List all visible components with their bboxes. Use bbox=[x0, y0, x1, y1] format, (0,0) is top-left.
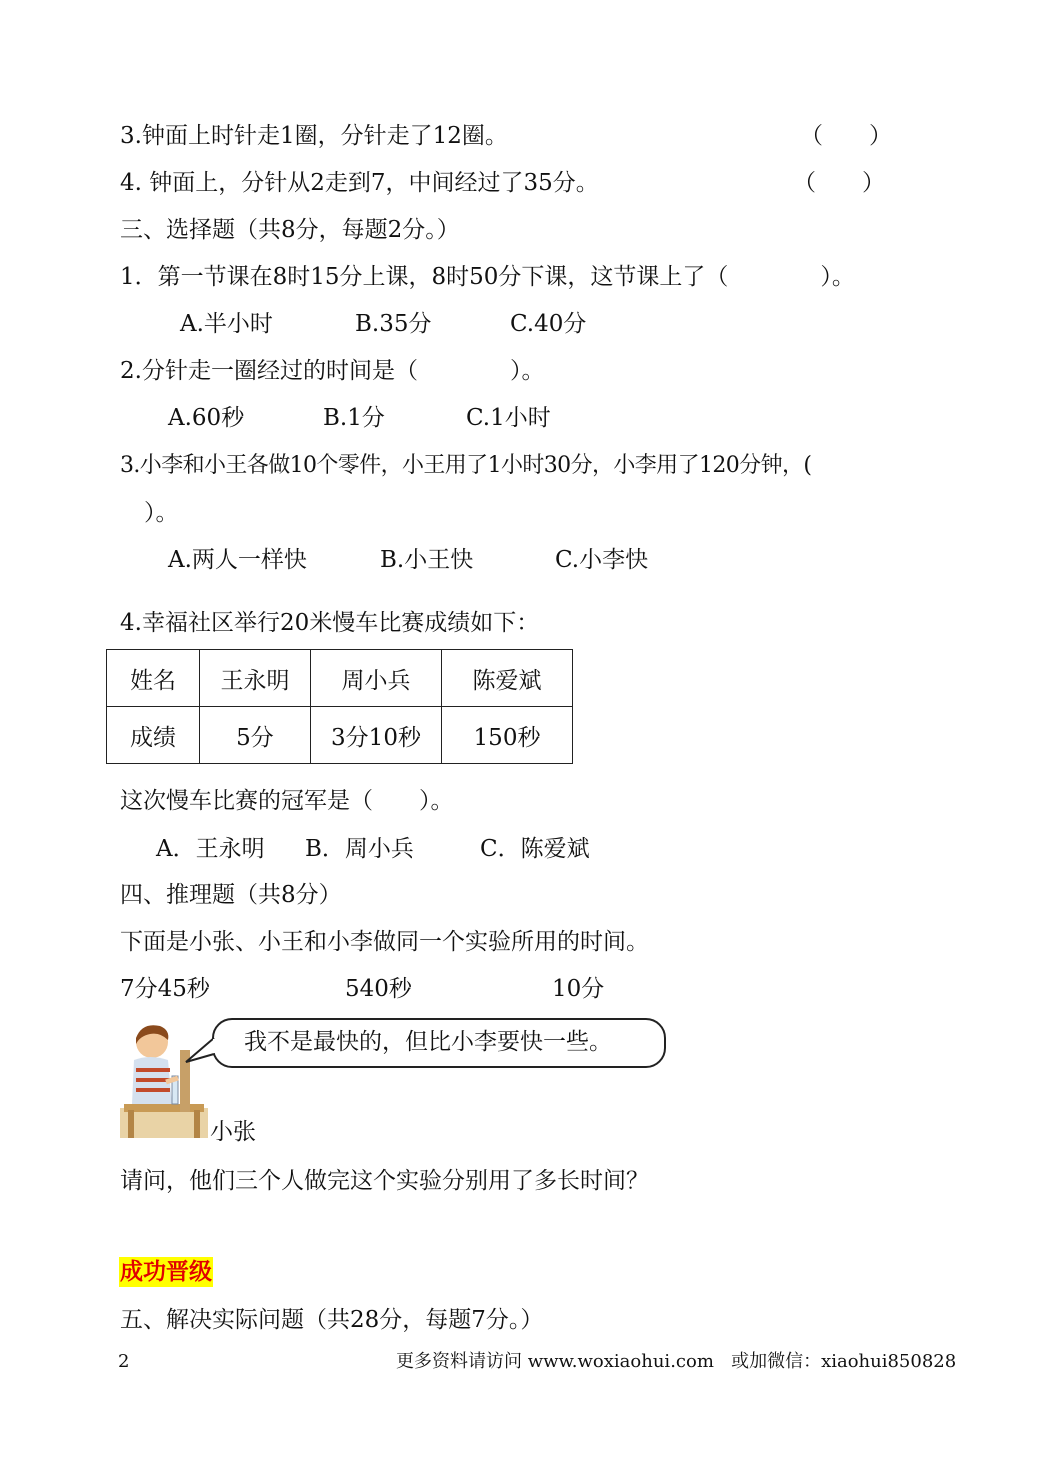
section-tag-highlight: 成功晋级 bbox=[120, 1259, 212, 1285]
time-value-3: 10分 bbox=[552, 976, 605, 1002]
choice-4-option-b: B．周小兵 bbox=[305, 836, 414, 862]
choice-question-2: 2.分针走一圈经过的时间是（ ）。 bbox=[120, 358, 545, 384]
race-results-table bbox=[106, 649, 573, 764]
judge-question-3: 3.钟面上时针走1圈，分针走了12圈。 bbox=[120, 123, 508, 149]
table-row bbox=[107, 650, 573, 707]
choice-question-1: 1．第一节课在8时15分上课，8时50分下课，这节课上了（ ）。 bbox=[120, 264, 855, 290]
choice-1-option-a: A.半小时 bbox=[180, 311, 273, 337]
choice-3-option-c: C.小李快 bbox=[555, 547, 649, 573]
time-value-2: 540秒 bbox=[345, 976, 412, 1002]
choice-4-option-a: A．王永明 bbox=[156, 836, 265, 862]
practical-section-heading: 五、解决实际问题（共28分，每题7分。） bbox=[120, 1307, 544, 1333]
choice-3-option-b: B.小王快 bbox=[380, 547, 474, 573]
choice-question-3: 3.小李和小王各做10个零件，小王用了1小时30分，小李用了120分钟，( bbox=[120, 453, 812, 478]
table-cell: 王永明 bbox=[200, 650, 311, 707]
table-cell: 150秒 bbox=[442, 707, 573, 764]
speech-bubble-tail bbox=[184, 1036, 216, 1066]
speech-bubble bbox=[212, 1018, 666, 1068]
reasoning-section-heading: 四、推理题（共8分） bbox=[120, 882, 342, 908]
page-number: 2 bbox=[118, 1351, 130, 1372]
table-cell: 周小兵 bbox=[311, 650, 442, 707]
footer-text: 更多资料请访问 www.woxiaohui.com 或加微信：xiaohui850828 bbox=[396, 1351, 957, 1372]
reasoning-intro: 下面是小张、小王和小李做同一个实验所用的时间。 bbox=[120, 929, 649, 955]
choice-1-option-c: C.40分 bbox=[510, 311, 587, 337]
table-cell: 5分 bbox=[200, 707, 311, 764]
choice-section-heading: 三、选择题（共8分，每题2分。） bbox=[120, 217, 460, 243]
answer-paren-judge-4: （ ） bbox=[793, 170, 885, 196]
judge-question-4: 4. 钟面上，分针从2走到7，中间经过了35分。 bbox=[120, 170, 599, 196]
choice-1-option-b: B.35分 bbox=[355, 311, 432, 337]
speech-text: 我不是最快的，但比小李要快一些。 bbox=[244, 1029, 612, 1055]
table-cell: 陈爱斌 bbox=[442, 650, 573, 707]
table-cell: 3分10秒 bbox=[311, 707, 442, 764]
choice-2-option-c: C.1小时 bbox=[466, 405, 551, 431]
choice-2-option-b: B.1分 bbox=[323, 405, 385, 431]
choice-4-option-c: C．陈爱斌 bbox=[480, 836, 590, 862]
choice-question-4: 4.幸福社区举行20米慢车比赛成绩如下： bbox=[120, 610, 540, 636]
table-cell: 成绩 bbox=[107, 707, 200, 764]
answer-paren-judge-3: （ ） bbox=[800, 123, 892, 149]
choice-2-option-a: A.60秒 bbox=[168, 405, 245, 431]
reasoning-question: 请问，他们三个人做完这个实验分别用了多长时间？ bbox=[120, 1168, 649, 1194]
choice-3-option-a: A.两人一样快 bbox=[168, 547, 307, 573]
time-value-1: 7分45秒 bbox=[120, 976, 210, 1002]
table-cell: 姓名 bbox=[107, 650, 200, 707]
table-row bbox=[107, 707, 573, 764]
choice-question-3-cont: ）。 bbox=[144, 500, 179, 526]
choice-4-question: 这次慢车比赛的冠军是（ ）。 bbox=[120, 788, 454, 814]
speaker-label: 小张 bbox=[210, 1119, 256, 1145]
